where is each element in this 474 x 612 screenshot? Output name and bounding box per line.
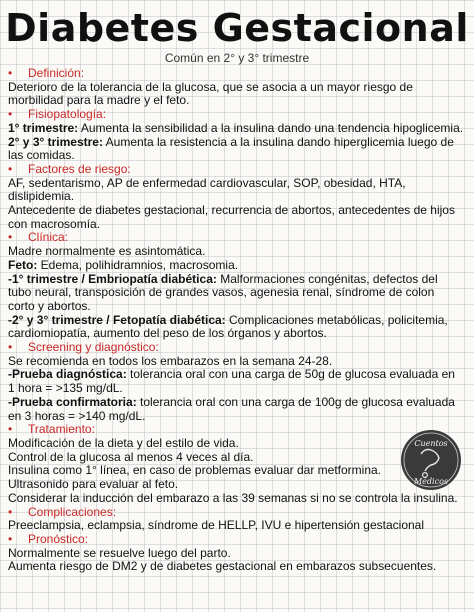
fisiopatologia-t2 <box>8 136 464 163</box>
logo-text-1: Cuentos <box>414 439 448 448</box>
bullet-icon: • <box>8 531 13 546</box>
tratamiento-line5: Considerar la inducción del embarazo a las 39 semanas si no se controla la insulina. <box>8 490 458 505</box>
tratamiento-line1: Modificación de la dieta y del estilo de vida. <box>8 435 239 450</box>
bullet-icon: • <box>8 340 13 355</box>
clinica-t1 <box>8 273 464 314</box>
section-title: Pronóstico: <box>28 531 89 546</box>
section-title: Tratamiento: <box>28 422 95 437</box>
section-clinica-heading <box>8 231 464 245</box>
clinica-line1: Madre normalmente es asintomática. <box>8 244 206 259</box>
label: 2° y 3° trimestre: <box>8 134 103 149</box>
page-subtitle: Común en 2° y 3° trimestre <box>164 51 310 65</box>
bullet-icon: • <box>8 422 13 437</box>
label: -Prueba confirmatoria: <box>8 394 137 409</box>
logo-text-2: Médicos <box>413 477 449 486</box>
section-title: Definición: <box>28 66 85 80</box>
text: Aumenta la resistencia a la insulina dando hiperglicemia luego de las comidas. <box>8 134 454 163</box>
text: Malformaciones congénitas, defectos del tubo neural, transposición de grandes vasos, agenesia renal, síndrome de colon corto y abortos. <box>8 271 438 313</box>
text: tolerancia oral con una carga de 100g de glucosa evaluada en 3 horas = >140 mg/dL. <box>8 394 455 423</box>
label: -1° trimestre / Embriopatía diabética: <box>8 271 217 286</box>
label: 1° trimestre: <box>8 120 79 135</box>
section-definicion-heading <box>8 67 464 81</box>
factores-line2: Antecedente de diabetes gestacional, recurrencia de abortos, antecedentes de hijos con macrosomía. <box>8 203 455 231</box>
label: -Prueba diagnóstica: <box>8 367 127 382</box>
clinica-feto <box>8 259 464 273</box>
bullet-icon: • <box>8 161 13 176</box>
section-title: Complicaciones: <box>28 504 117 519</box>
label: -2° y 3° trimestre / Fetopatía diabética: <box>8 312 226 327</box>
text: Edema, polihidramnios, macrosomia. <box>37 257 239 272</box>
section-factores-heading <box>8 163 464 177</box>
screening-line1: Se recomienda en todos los embarazos en la semana 24-28. <box>8 353 333 368</box>
content <box>0 67 474 574</box>
pronostico-line1: Normalmente se resuelve luego del parto. <box>8 545 231 560</box>
text: Complicaciones metabólicas, policitemia, cardiomiopatía, aumento del peso de los órganos y abortos. <box>8 312 448 341</box>
section-complicaciones-heading <box>8 506 464 520</box>
bullet-icon: • <box>8 504 13 519</box>
section-title: Fisiopatología: <box>28 107 107 122</box>
complicaciones-line1: Preeclampsia, eclampsia, síndrome de HELLP, IVU e hipertensión gestacional <box>8 518 425 533</box>
screening-conf <box>8 396 464 423</box>
text: Aumenta la sensibilidad a la insulina dando una tendencia hipoglicemia. <box>78 120 464 135</box>
fisiopatologia-t1 <box>8 122 464 136</box>
cuentos-medicos-logo <box>399 428 463 492</box>
page-title: Diabetes Gestacional <box>5 6 469 50</box>
screening-diag <box>8 368 464 395</box>
section-tratamiento-heading <box>8 423 464 437</box>
bullet-icon: • <box>8 107 13 122</box>
bullet-icon: • <box>8 230 13 245</box>
bullet-icon: • <box>8 66 13 80</box>
tratamiento-line2: Control de la glucosa al menos 4 veces al día. <box>8 449 254 464</box>
section-title: Clínica: <box>28 230 69 245</box>
definicion-text: Deterioro de la tolerancia de la glucosa, que se asocia a un mayor riesgo de morbilidad para la madre y el feto. <box>8 79 413 108</box>
section-title: Factores de riesgo: <box>28 161 131 176</box>
clinica-t2 <box>8 314 464 341</box>
text: tolerancia oral con una carga de 50g de glucosa evaluada en 1 hora = >135 mg/dL. <box>8 367 455 396</box>
factores-line1: AF, sedentarismo, AP de enfermedad cardiovascular, SOP, obesidad, HTA, dislipidemia. <box>8 175 406 204</box>
tratamiento-line4: Ultrasonido para evaluar al feto. <box>8 477 179 492</box>
section-fisiopatologia-heading <box>8 108 464 122</box>
section-title: Screening y diagnóstico: <box>28 340 159 355</box>
pronostico-line2: Aumenta riesgo de DM2 y de diabetes gestacional en embarazos subsecuentes. <box>8 559 437 574</box>
tratamiento-line3: Insulina como 1° línea, en caso de problemas evaluar dar metformina. <box>8 463 381 478</box>
section-screening-heading <box>8 341 464 355</box>
label: Feto: <box>8 257 38 272</box>
section-pronostico-heading <box>8 533 464 547</box>
